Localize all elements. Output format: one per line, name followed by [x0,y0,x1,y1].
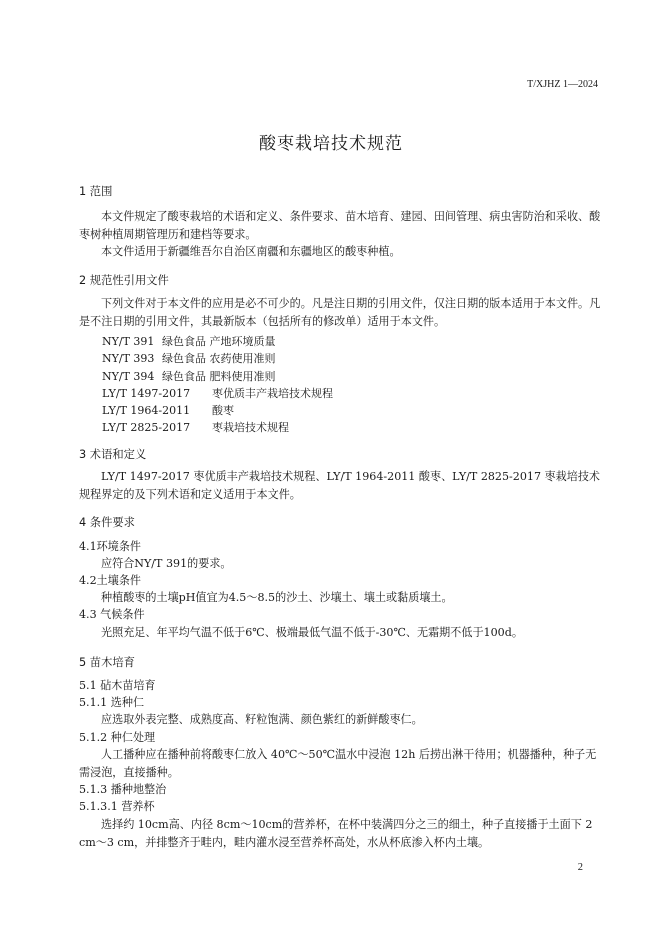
section-heading-scope: 1 范围 [79,185,113,198]
reference-code: LY/T 1964-2011 [102,404,191,417]
subsection-text: 人工播种应在播种前将酸枣仁放入 40℃～50℃温水中浸泡 12h 后捞出淋干待用；机器播种，种子无需浸泡，直接播种。 [79,748,597,779]
scope-paragraph-2: 本文件适用于新疆维吾尔自治区南疆和东疆地区的酸枣种植。 [101,245,401,258]
subsection-text: 种植酸枣的土壤pH值宜为4.5～8.5的沙土、沙壤土、壤土或黏质壤土。 [101,591,453,604]
subsection-heading: 4.1环境条件 [79,540,142,553]
reference-code: NY/T 393 [102,352,155,365]
reference-code: LY/T 2825-2017 [102,421,191,434]
reference-code: LY/T 1497-2017 [102,387,191,400]
section-heading-conditions: 4 条件要求 [79,516,135,529]
subsection-text: 光照充足、年平均气温不低于6℃、极端最低气温不低于-30℃、无霜期不低于100d。 [101,626,523,639]
standard-code: T/XJHZ 1—2024 [527,79,598,90]
subsection-heading: 5.1.3.1 营养杯 [79,800,155,813]
reference-item [102,419,289,435]
reference-title: 枣栽培技术规程 [212,421,289,434]
normative-paragraph: 下列文件对于本文件的应用是必不可少的。凡是注日期的引用文件，仅注日期的版本适用于本文件。凡是不注日期的引用文件，其最新版本（包括所有的修改单）适用于本文件。 [79,297,601,328]
document-title: 酸枣栽培技术规范 [259,134,403,154]
reference-title: 枣优质丰产栽培技术规程 [212,387,333,400]
subsection-heading: 5.1 砧木苗培育 [79,679,156,692]
reference-item [102,368,276,384]
reference-item [102,385,333,401]
normative-body [79,295,601,330]
seed-treatment-body [79,746,601,781]
terms-body [79,468,601,503]
scope-body [79,208,601,261]
reference-item [102,402,234,418]
reference-title: 绿色食品 农药使用准则 [162,352,276,365]
nutrition-cup-body [79,816,601,851]
reference-title: 绿色食品 肥料使用准则 [162,370,276,383]
page-number: 2 [577,862,583,873]
subsection-text: 选择约 10cm高、内径 8cm～10cm的营养杯，在杯中装满四分之三的细土，种子直接播于土面下 2 cm～3 cm，并排整齐于畦内，畦内灌水浸至营养杯高处，水从杯底渗入杯内土壤。 [79,818,593,849]
subsection-heading: 4.3 气候条件 [79,608,145,621]
reference-code: NY/T 394 [102,370,155,383]
reference-item [102,333,276,349]
reference-title: 绿色食品 产地环境质量 [162,335,276,348]
section-heading-normative: 2 规范性引用文件 [79,274,169,287]
reference-title: 酸枣 [212,404,234,417]
subsection-text: 应选取外表完整、成熟度高、籽粒饱满、颜色紫红的新鲜酸枣仁。 [101,713,423,726]
subsection-text: 应符合NY/T 391的要求。 [101,557,232,570]
subsection-heading: 5.1.3 播种地整治 [79,783,167,796]
reference-code: NY/T 391 [102,335,155,348]
subsection-heading: 5.1.2 种仁处理 [79,731,156,744]
subsection-heading: 4.2土壤条件 [79,574,142,587]
section-heading-terms: 3 术语和定义 [79,448,147,461]
scope-paragraph-1: 本文件规定了酸枣栽培的术语和定义、条件要求、苗木培育、建园、田间管理、病虫害防治和采收、酸枣树种植周期管理历和建档等要求。 [79,210,601,241]
section-heading-seedling: 5 苗木培育 [79,656,135,669]
reference-item [102,350,276,366]
subsection-heading: 5.1.1 选种仁 [79,696,145,709]
terms-paragraph: LY/T 1497-2017 枣优质丰产栽培技术规程、LY/T 1964-2011 酸枣、LY/T 2825-2017 枣栽培技术规程界定的及下列术语和定义适用于本文件。 [79,470,601,501]
